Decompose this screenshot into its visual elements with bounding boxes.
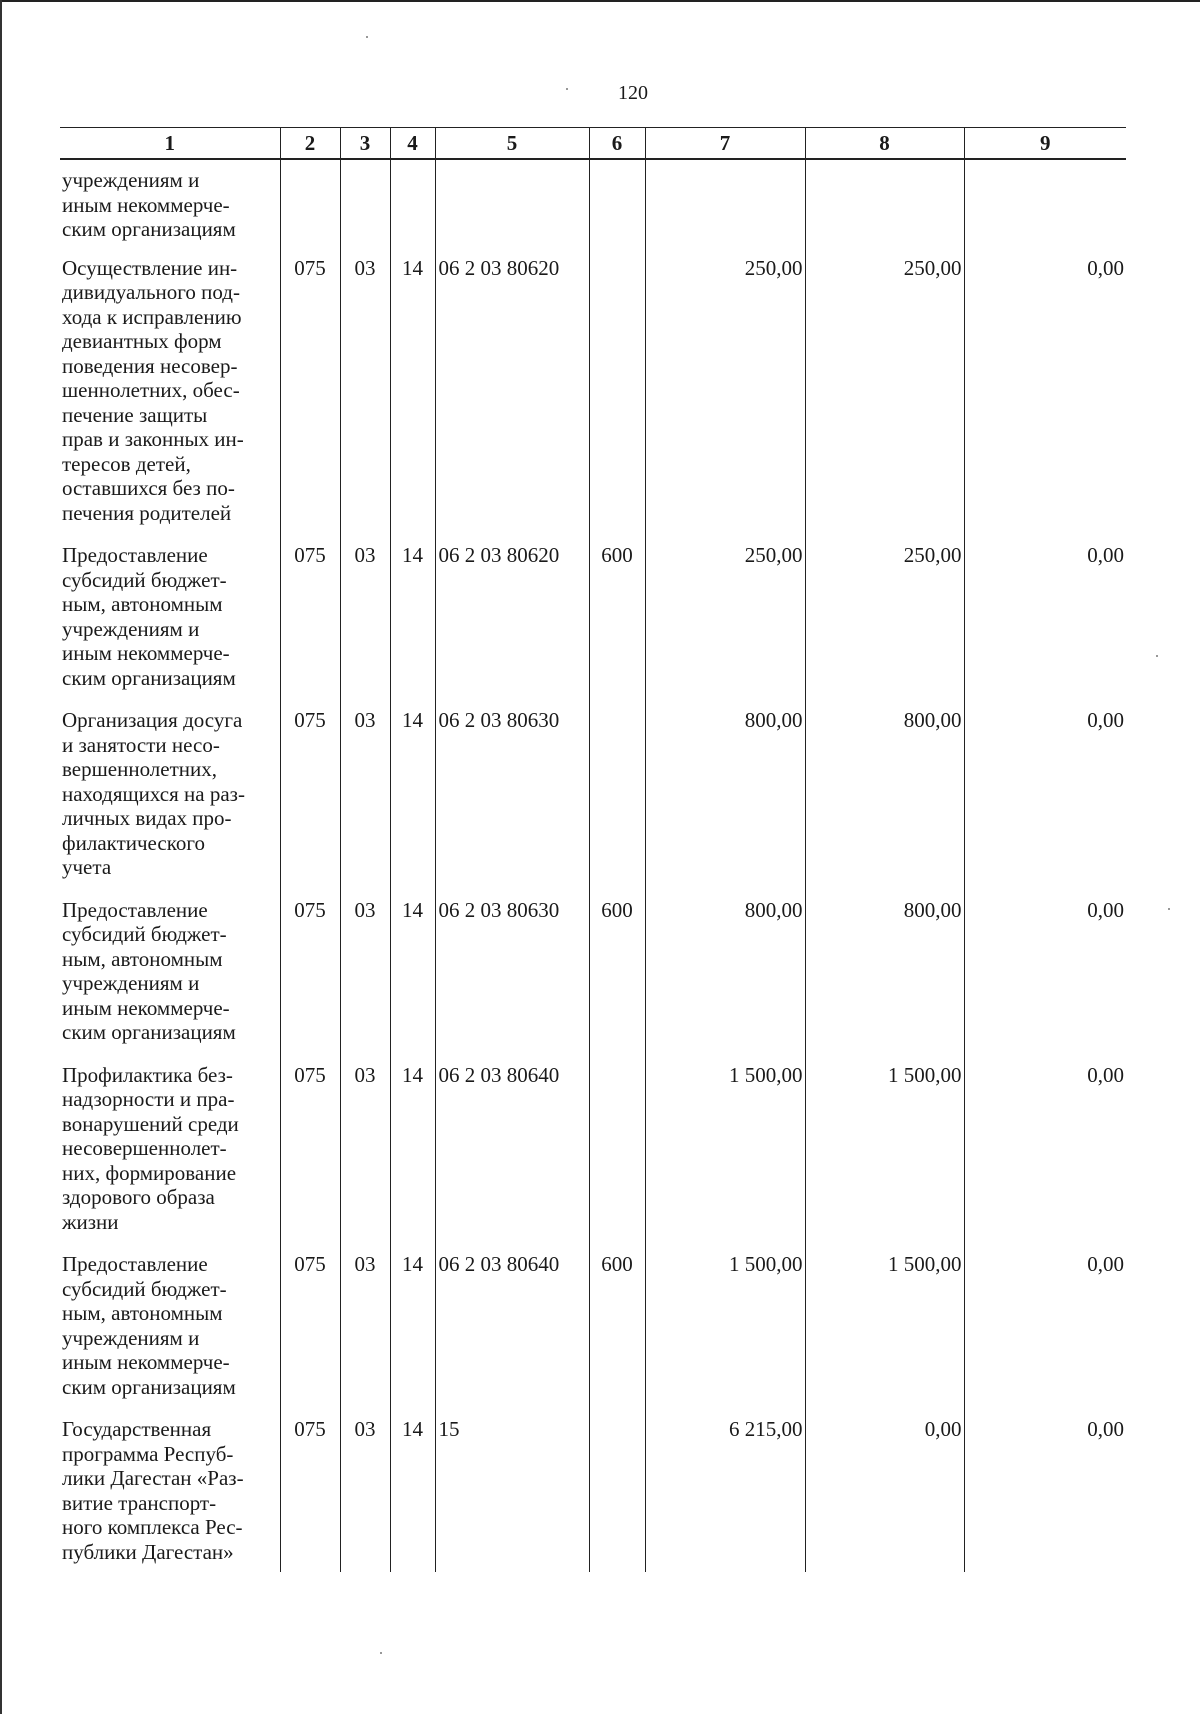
target-article-code: 06 2 03 80640 xyxy=(435,1248,589,1413)
table-row xyxy=(60,539,1126,704)
target-article-code: 06 2 03 80630 xyxy=(435,704,589,894)
amount-col8: 1 500,00 xyxy=(805,1248,964,1413)
amount-col8: 250,00 xyxy=(805,252,964,540)
section-code: 03 xyxy=(340,1248,390,1413)
table-row xyxy=(60,1413,1126,1572)
column-header: 4 xyxy=(390,128,435,160)
ministry-code: 075 xyxy=(280,1059,340,1249)
target-article-code: 06 2 03 80620 xyxy=(435,252,589,540)
expense-type-code: 600 xyxy=(589,894,645,1059)
row-description: Государственная программа Респуб- лики Дагестан «Раз- витие транспорт- ного комплекса Рес- публики Дагестан» xyxy=(60,1413,280,1572)
ministry-code: 075 xyxy=(280,894,340,1059)
scan-speck xyxy=(380,1652,382,1654)
amount-col7 xyxy=(645,159,805,252)
amount-col9: 0,00 xyxy=(964,252,1126,540)
target-article-code: 06 2 03 80620 xyxy=(435,539,589,704)
amount-col8: 800,00 xyxy=(805,704,964,894)
table-row xyxy=(60,894,1126,1059)
table-row xyxy=(60,159,1126,252)
amount-col9: 0,00 xyxy=(964,539,1126,704)
expense-type-code xyxy=(589,1059,645,1249)
table-row xyxy=(60,1059,1126,1249)
row-description: Предоставление субсидий бюджет- ным, автономным учреждениям и иным некоммерче- ским организациям xyxy=(60,894,280,1059)
amount-col9: 0,00 xyxy=(964,1059,1126,1249)
expense-type-code xyxy=(589,704,645,894)
amount-col7: 1 500,00 xyxy=(645,1248,805,1413)
amount-col8 xyxy=(805,159,964,252)
amount-col9: 0,00 xyxy=(964,704,1126,894)
page-edge-top xyxy=(0,0,1200,2)
ministry-code: 075 xyxy=(280,704,340,894)
column-header: 3 xyxy=(340,128,390,160)
section-code xyxy=(340,159,390,252)
section-code: 03 xyxy=(340,704,390,894)
subsection-code: 14 xyxy=(390,539,435,704)
subsection-code: 14 xyxy=(390,252,435,540)
section-code: 03 xyxy=(340,1413,390,1572)
column-header: 2 xyxy=(280,128,340,160)
ministry-code: 075 xyxy=(280,1248,340,1413)
amount-col8: 250,00 xyxy=(805,539,964,704)
amount-col7: 250,00 xyxy=(645,252,805,540)
page-edge-left xyxy=(0,0,2,1714)
table-header-row xyxy=(60,128,1126,160)
amount-col7: 6 215,00 xyxy=(645,1413,805,1572)
section-code: 03 xyxy=(340,539,390,704)
section-code: 03 xyxy=(340,1059,390,1249)
target-article-code: 06 2 03 80630 xyxy=(435,894,589,1059)
column-header: 5 xyxy=(435,128,589,160)
page-number: 120 xyxy=(618,82,648,104)
amount-col7: 800,00 xyxy=(645,704,805,894)
expense-type-code xyxy=(589,1413,645,1572)
section-code: 03 xyxy=(340,894,390,1059)
subsection-code xyxy=(390,159,435,252)
column-header: 9 xyxy=(964,128,1126,160)
scan-speck xyxy=(1168,908,1170,910)
expense-type-code: 600 xyxy=(589,1248,645,1413)
budget-allocation-table xyxy=(60,127,1126,1572)
ministry-code xyxy=(280,159,340,252)
amount-col7: 800,00 xyxy=(645,894,805,1059)
amount-col8: 1 500,00 xyxy=(805,1059,964,1249)
amount-col7: 1 500,00 xyxy=(645,1059,805,1249)
column-header: 1 xyxy=(60,128,280,160)
subsection-code: 14 xyxy=(390,1413,435,1572)
target-article-code xyxy=(435,159,589,252)
column-header: 7 xyxy=(645,128,805,160)
column-header: 8 xyxy=(805,128,964,160)
expense-type-code: 600 xyxy=(589,539,645,704)
target-article-code: 06 2 03 80640 xyxy=(435,1059,589,1249)
subsection-code: 14 xyxy=(390,1059,435,1249)
section-code: 03 xyxy=(340,252,390,540)
scan-speck xyxy=(1156,655,1158,657)
expense-type-code xyxy=(589,159,645,252)
amount-col8: 800,00 xyxy=(805,894,964,1059)
target-article-code: 15 xyxy=(435,1413,589,1572)
ministry-code: 075 xyxy=(280,252,340,540)
expense-type-code xyxy=(589,252,645,540)
amount-col9: 0,00 xyxy=(964,894,1126,1059)
table-row xyxy=(60,252,1126,540)
ministry-code: 075 xyxy=(280,539,340,704)
amount-col9: 0,00 xyxy=(964,1248,1126,1413)
amount-col9 xyxy=(964,159,1126,252)
row-description: учреждениям и иным некоммерче- ским организациям xyxy=(60,159,280,252)
subsection-code: 14 xyxy=(390,894,435,1059)
row-description: Организация досуга и занятости несо- вершеннолетних, находящихся на раз- личных видах про- филактического учета xyxy=(60,704,280,894)
amount-col8: 0,00 xyxy=(805,1413,964,1572)
table-row xyxy=(60,1248,1126,1413)
row-description: Осуществление ин- дивидуального под- хода к исправлению девиантных форм поведения несовер- шеннолетних, обес- печение защиты прав и законных ин- тересов детей, оставшихся без по- печения родителей xyxy=(60,252,280,540)
row-description: Предоставление субсидий бюджет- ным, автономным учреждениям и иным некоммерче- ским организациям xyxy=(60,539,280,704)
amount-col9: 0,00 xyxy=(964,1413,1126,1572)
ministry-code: 075 xyxy=(280,1413,340,1572)
scan-speck xyxy=(366,36,368,38)
subsection-code: 14 xyxy=(390,1248,435,1413)
subsection-code: 14 xyxy=(390,704,435,894)
row-description: Предоставление субсидий бюджет- ным, автономным учреждениям и иным некоммерче- ским организациям xyxy=(60,1248,280,1413)
table-row xyxy=(60,704,1126,894)
column-header: 6 xyxy=(589,128,645,160)
amount-col7: 250,00 xyxy=(645,539,805,704)
row-description: Профилактика без- надзорности и пра- вонарушений среди несовершеннолет- них, формирование здорового образа жизни xyxy=(60,1059,280,1249)
scan-speck xyxy=(566,88,568,90)
